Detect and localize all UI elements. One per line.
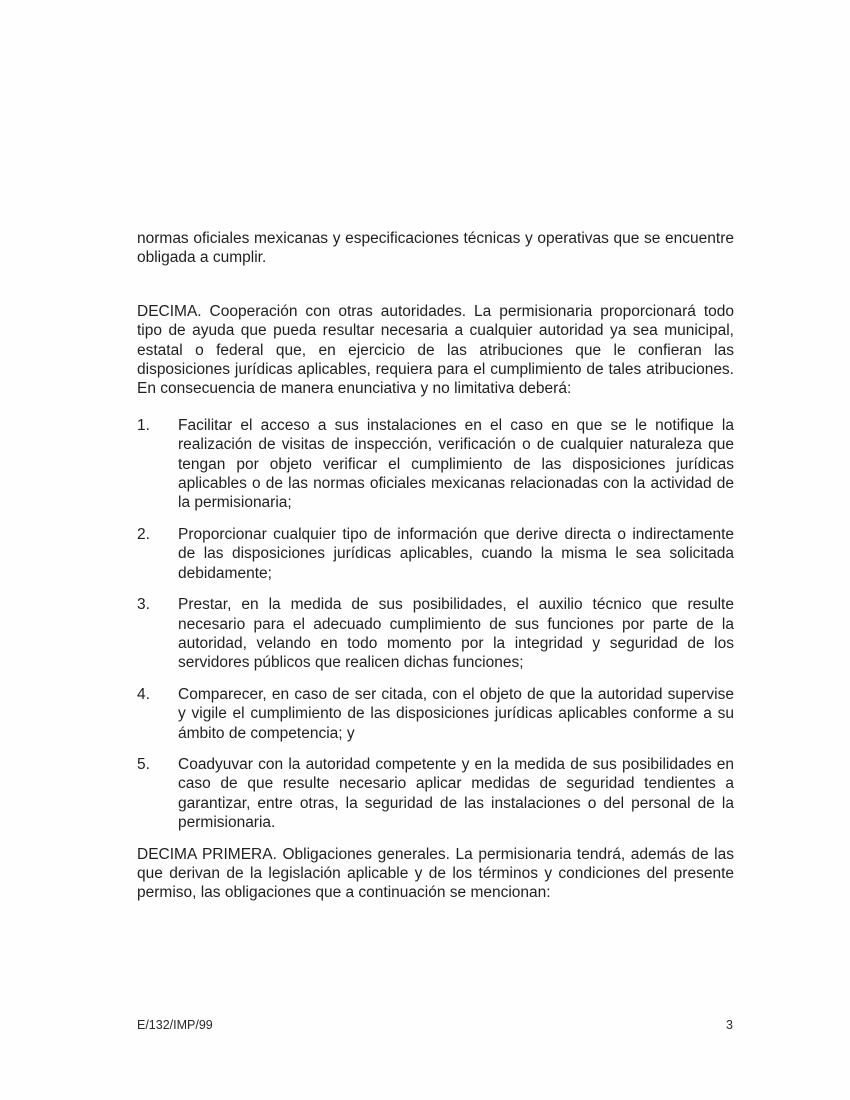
list-item-text: Prestar, en la medida de sus posibilidades, el auxilio técnico que resulte necesario para el adecuado cumplimiento de sus funciones por parte de la autoridad, velando en todo momento por la integridad y seguridad de los servidores públicos que realicen dichas funciones; <box>178 596 734 672</box>
page-footer <box>137 1018 733 1033</box>
list-item-number: 5. <box>137 755 150 773</box>
clause-decima-primera: DECIMA PRIMERA. Obligaciones generales. La permisionaria tendrá, además de las que derivan de la legislación aplicable y de los términos y condiciones del presente permiso, las obligaciones que a continuación se mencionan: <box>137 845 734 902</box>
list-item <box>137 595 734 673</box>
obligations-list <box>137 416 734 833</box>
list-item <box>137 685 734 743</box>
list-item <box>137 416 734 513</box>
document-reference: E/132/IMP/99 <box>137 1018 213 1032</box>
list-item <box>137 755 734 833</box>
page-number: 3 <box>726 1018 733 1032</box>
list-item-number: 2. <box>137 525 150 543</box>
list-item-text: Facilitar el acceso a sus instalaciones en el caso en que se le notifique la realización de visitas de inspección, verificación o de cualquier naturaleza que tengan por objeto verificar el cumplimiento de las disposiciones jurídicas aplicables o de las normas oficiales mexicanas relacionadas con la actividad de la permisionaria; <box>178 416 734 512</box>
document-body <box>137 229 734 903</box>
list-item <box>137 525 734 583</box>
list-item-text: Comparecer, en caso de ser citada, con el objeto de que la autoridad supervise y vigile el cumplimiento de las disposiciones jurídicas aplicables conforme a su ámbito de competencia; y <box>178 685 734 742</box>
list-item-number: 3. <box>137 596 150 614</box>
list-item-number: 1. <box>137 416 150 434</box>
list-item-text: Coadyuvar con la autoridad competente y en la medida de sus posibilidades en caso de que resulte necesario aplicar medidas de seguridad tendientes a garantizar, entre otras, la seguridad de las instalaciones o del personal de la permisionaria. <box>178 755 734 832</box>
clause-decima: DECIMA. Cooperación con otras autoridades. La permisionaria proporcionará todo tipo de ayuda que pueda resultar necesaria a cualquier autoridad ya sea municipal, estatal o federal que, en ejercicio de las atribuciones que le confieran las disposiciones jurídicas aplicables, requiera para el cumplimiento de tales atribuciones. En consecuencia de manera enunciativa y no limitativa deberá: <box>137 302 734 398</box>
paragraph-continuation: normas oficiales mexicanas y especificaciones técnicas y operativas que se encuentre obligada a cumplir. <box>137 230 734 267</box>
list-item-number: 4. <box>137 685 150 703</box>
list-item-text: Proporcionar cualquier tipo de información que derive directa o indirectamente de las disposiciones jurídicas aplicables, cuando la misma le sea solicitada debidamente; <box>178 525 734 582</box>
